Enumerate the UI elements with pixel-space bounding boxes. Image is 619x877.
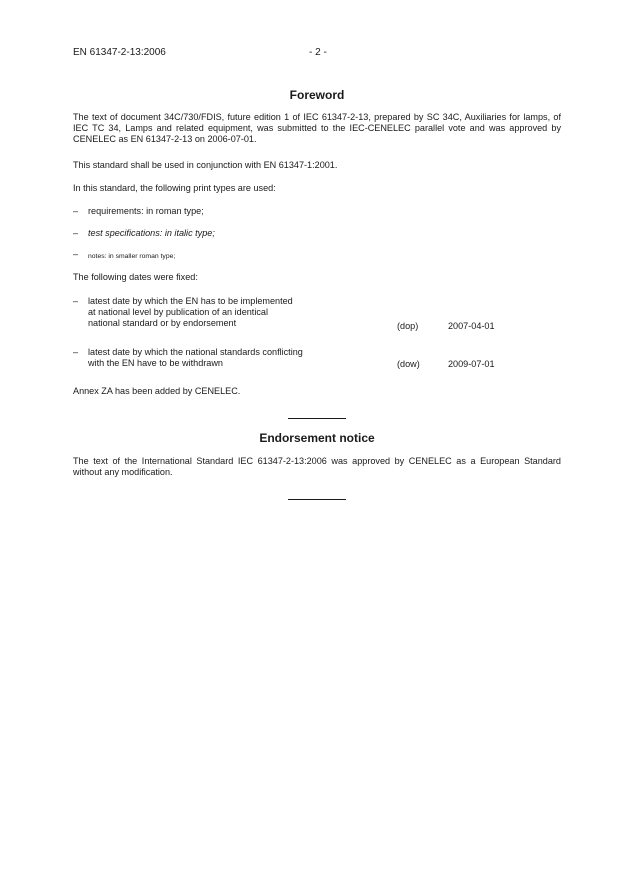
conjunction-paragraph: This standard shall be used in conjunction with EN 61347-1:2001. [73,160,338,170]
list-bullet: – [73,228,79,238]
dow-date: 2009-07-01 [448,359,495,369]
foreword-intro-paragraph: The text of document 34C/730/FDIS, future edition 1 of IEC 61347-2-13, prepared by SC 34C, Auxiliaries for lamps, of IEC TC 34, Lamps and related equipment, was submitted to the IEC-CENELEC parallel vote and was approved by CENELEC as EN 61347-2-13 on 2006-07-01. [73,112,561,144]
print-type-small: notes: in smaller roman type; [88,253,176,260]
list-bullet: – [73,206,79,216]
endorsement-heading: Endorsement notice [259,431,375,445]
list-bullet: – [73,249,79,259]
print-types-intro: In this standard, the following print types are used: [73,183,276,193]
dates-intro: The following dates were fixed: [73,272,198,282]
dow-description: latest date by which the national standards conflicting with the EN have to be withdrawn [88,347,303,368]
print-type-roman: requirements: in roman type; [88,206,204,216]
dop-date: 2007-04-01 [448,321,495,331]
dop-description: latest date by which the EN has to be implemented at national level by publication of an identical national standard or by endorsement [88,296,293,328]
dop-code: (dop) [397,321,419,331]
section-divider [288,499,346,500]
annex-note: Annex ZA has been added by CENELEC. [73,386,241,396]
page-number: - 2 - [309,47,327,58]
dow-code: (dow) [397,359,420,369]
print-type-italic: test specifications: in italic type; [88,228,215,238]
section-divider [288,418,346,419]
endorsement-paragraph: The text of the International Standard IEC 61347-2-13:2006 was approved by CENELEC as a European Standard without any modification. [73,456,561,477]
document-id: EN 61347-2-13:2006 [73,47,166,58]
list-bullet: – [73,296,79,306]
list-bullet: – [73,347,79,357]
foreword-heading: Foreword [289,88,345,102]
